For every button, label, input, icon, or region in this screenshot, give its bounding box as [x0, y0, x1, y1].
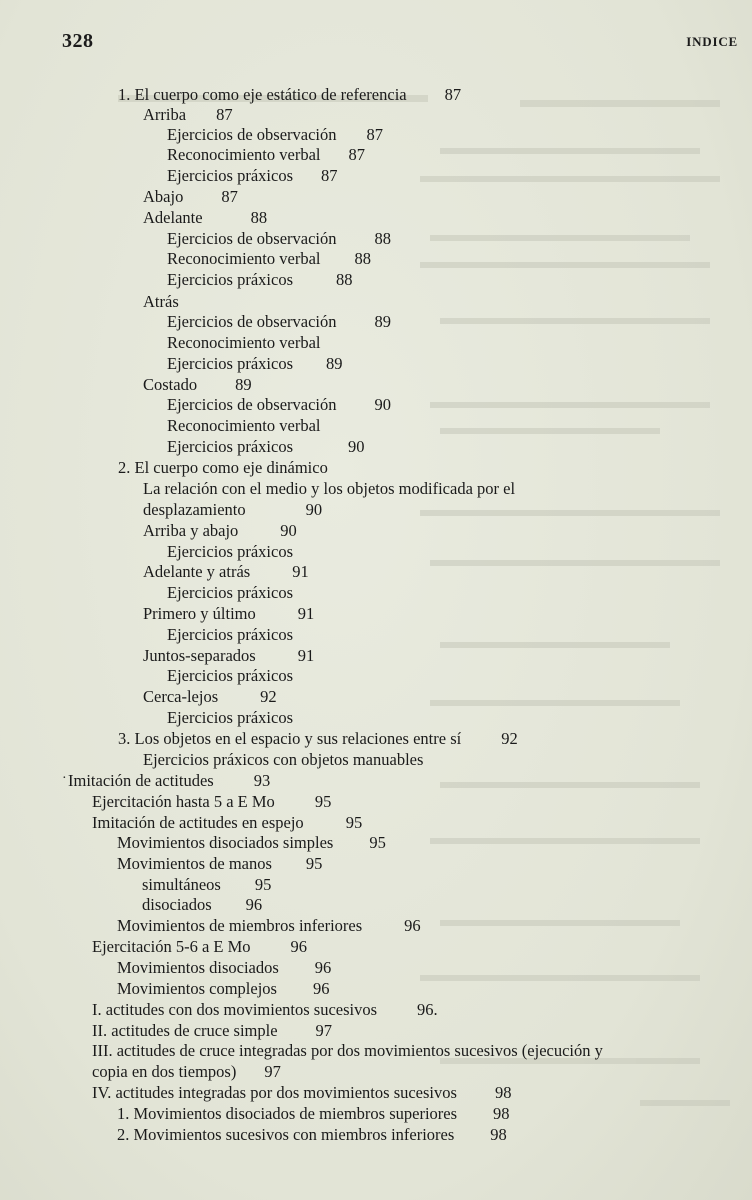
entry-page: 87: [221, 187, 238, 206]
entry-text: Ejercicios práxicos: [167, 437, 293, 456]
entry-page: 96: [290, 937, 308, 956]
entry-text: Arriba: [143, 105, 187, 124]
entry-page: 96: [314, 958, 332, 977]
entry-text: Primero y último: [143, 604, 256, 623]
index-entry: [92, 1021, 332, 1041]
entry-text: Movimientos de miembros inferiores: [117, 916, 363, 935]
entry-page: 88: [354, 249, 371, 268]
entry-text: Adelante y atrás: [143, 562, 251, 581]
index-entry: [117, 916, 421, 936]
entry-page: 96.: [417, 1000, 438, 1019]
entry-text: Cerca-lejos: [143, 687, 219, 706]
entry-text: Ejercicios de observación: [167, 312, 337, 331]
index-entry: [167, 333, 321, 353]
entry-page: 90: [305, 500, 323, 519]
entry-page: 95: [345, 813, 363, 832]
index-entry: [92, 813, 362, 833]
stray-mark: ·: [62, 771, 67, 786]
entry-text: La relación con el medio y los objetos modificada por el: [143, 479, 516, 498]
index-entry: [143, 750, 423, 770]
entry-text: Imitación de actitudes: [68, 771, 214, 790]
entry-text: II. actitudes de cruce simple: [92, 1021, 278, 1040]
entry-page: 98: [493, 1104, 510, 1123]
entry-text: Movimientos disociados: [117, 958, 279, 977]
entry-text: simultáneos: [142, 875, 221, 894]
index-entry: [118, 729, 518, 749]
index-entry: [143, 479, 515, 499]
index-entry: [143, 604, 314, 624]
entry-text: Reconocimiento verbal: [167, 416, 321, 435]
entry-text: Ejercicios práxicos: [167, 666, 293, 685]
index-entry: [117, 979, 329, 999]
entry-text: Adelante: [143, 208, 203, 227]
index-entry: [142, 895, 262, 915]
entry-text: Ejercicios práxicos con objetos manuables: [143, 750, 424, 769]
entry-page: 98: [494, 1083, 512, 1102]
entry-text: Ejercicios práxicos: [167, 542, 293, 561]
index-entry: [167, 395, 391, 415]
index-entry: [118, 85, 461, 105]
index-entry: [167, 542, 293, 562]
entry-page: 87: [216, 105, 233, 124]
entry-text: Atrás: [143, 292, 179, 311]
index-entry: [118, 458, 328, 478]
entry-text: Movimientos disociados simples: [117, 833, 334, 852]
running-header-title: INDICE: [686, 34, 738, 49]
index-entry: [92, 937, 307, 957]
index-entry: [142, 875, 271, 895]
entry-text: 1. Movimientos disociados de miembros superiores: [117, 1104, 458, 1123]
entry-text: disociados: [142, 895, 212, 914]
index-entry: [167, 583, 293, 603]
entry-text: Movimientos complejos: [117, 979, 277, 998]
index-entry: [167, 625, 293, 645]
entry-page: 90: [374, 395, 392, 414]
index-entry: [92, 1041, 603, 1061]
entry-page: 96: [312, 979, 330, 998]
entry-text: III. actitudes de cruce integradas por dos movimientos sucesivos (ejecución y: [92, 1041, 603, 1060]
entry-page: 89: [374, 312, 392, 331]
index-entry: [167, 708, 293, 728]
entry-text: Imitación de actitudes en espejo: [92, 813, 304, 832]
entry-text: 2. El cuerpo como eje dinámico: [118, 458, 328, 477]
entry-page: 92: [501, 729, 518, 748]
index-entry: [167, 416, 321, 436]
index-entry: [167, 166, 338, 186]
index-entry: [167, 270, 353, 290]
entry-text: Juntos-separados: [143, 646, 256, 665]
entry-page: 96: [404, 916, 421, 935]
page-number: 328: [62, 30, 94, 52]
index-entry: [143, 500, 322, 520]
index-entry: [167, 229, 391, 249]
index-entry: [143, 292, 179, 312]
entry-text: Ejercitación hasta 5 a E Mo: [92, 792, 275, 811]
entry-text: Arriba y abajo: [143, 521, 239, 540]
index-entry: [167, 437, 365, 457]
index-entry: [143, 105, 233, 125]
entry-text: Reconocimiento verbal: [167, 145, 321, 164]
entry-page: 87: [348, 145, 365, 164]
entry-page: 87: [444, 85, 462, 104]
index-entry: [143, 187, 238, 207]
index-entry: [167, 145, 365, 165]
entry-text: Ejercicios práxicos: [167, 708, 293, 727]
entry-text: Ejercicios de observación: [167, 229, 337, 248]
entry-page: 89: [326, 354, 343, 373]
entry-text: Ejercicios de observación: [167, 395, 337, 414]
entry-text: copia en dos tiempos): [92, 1062, 237, 1081]
index-entry: [143, 521, 297, 541]
entry-page: 95: [369, 833, 386, 852]
index-entry: [117, 833, 386, 853]
entry-page: 91: [297, 604, 315, 623]
index-entry: [92, 1000, 438, 1020]
entry-text: Ejercicios práxicos: [167, 583, 293, 602]
index-entry: [92, 792, 331, 812]
entry-page: 95: [305, 854, 323, 873]
entry-page: 93: [253, 771, 271, 790]
index-entry: [68, 771, 270, 791]
entry-page: 90: [280, 521, 297, 540]
entry-text: IV. actitudes integradas por dos movimientos sucesivos: [92, 1083, 457, 1102]
entry-page: 88: [336, 270, 353, 289]
index-entry: [117, 1104, 510, 1124]
index-entry: [143, 562, 309, 582]
index-entry: [117, 958, 331, 978]
index-entry: [167, 312, 391, 332]
entry-page: 88: [250, 208, 268, 227]
entry-text: Ejercitación 5-6 a E Mo: [92, 937, 251, 956]
index-entry: [143, 646, 314, 666]
entry-text: Ejercicios práxicos: [167, 270, 293, 289]
entry-text: Ejercicios de observación: [167, 125, 337, 144]
entry-text: 1. El cuerpo como eje estático de referencia: [118, 85, 407, 104]
index-entry: [167, 666, 293, 686]
index-entry: [143, 375, 252, 395]
index-entry: [167, 125, 383, 145]
entry-page: 91: [297, 646, 315, 665]
entry-page: 95: [314, 792, 332, 811]
entry-text: Reconocimiento verbal: [167, 333, 321, 352]
index-entry: [117, 1125, 507, 1145]
entry-text: Ejercicios práxicos: [167, 354, 293, 373]
index-entry: [167, 354, 343, 374]
entry-text: Abajo: [143, 187, 184, 206]
index-entry: [92, 1083, 511, 1103]
index-entry: [92, 1062, 281, 1082]
entry-page: 87: [366, 125, 384, 144]
entry-text: Ejercicios práxicos: [167, 625, 293, 644]
entry-text: desplazamiento: [143, 500, 246, 519]
entry-page: 97: [264, 1062, 281, 1081]
entry-page: 91: [292, 562, 309, 581]
entry-page: 98: [490, 1125, 507, 1144]
entry-text: I. actitudes con dos movimientos sucesivos: [92, 1000, 378, 1019]
entry-text: Reconocimiento verbal: [167, 249, 321, 268]
entry-page: 96: [245, 895, 263, 914]
entry-text: Costado: [143, 375, 198, 394]
entry-page: 89: [235, 375, 252, 394]
entry-page: 95: [254, 875, 272, 894]
entry-page: 87: [321, 166, 338, 185]
index-entry: [167, 249, 371, 269]
entry-page: 90: [348, 437, 365, 456]
entry-page: 88: [374, 229, 392, 248]
index-entry: [117, 854, 322, 874]
index-entry: [143, 687, 277, 707]
entry-text: 3. Los objetos en el espacio y sus relaciones entre sí: [118, 729, 462, 748]
entry-text: Movimientos de manos: [117, 854, 272, 873]
entry-page: 97: [315, 1021, 333, 1040]
index-entry: [143, 208, 267, 228]
entry-text: 2. Movimientos sucesivos con miembros inferiores: [117, 1125, 455, 1144]
entry-text: Ejercicios práxicos: [167, 166, 293, 185]
entry-page: 92: [260, 687, 277, 706]
